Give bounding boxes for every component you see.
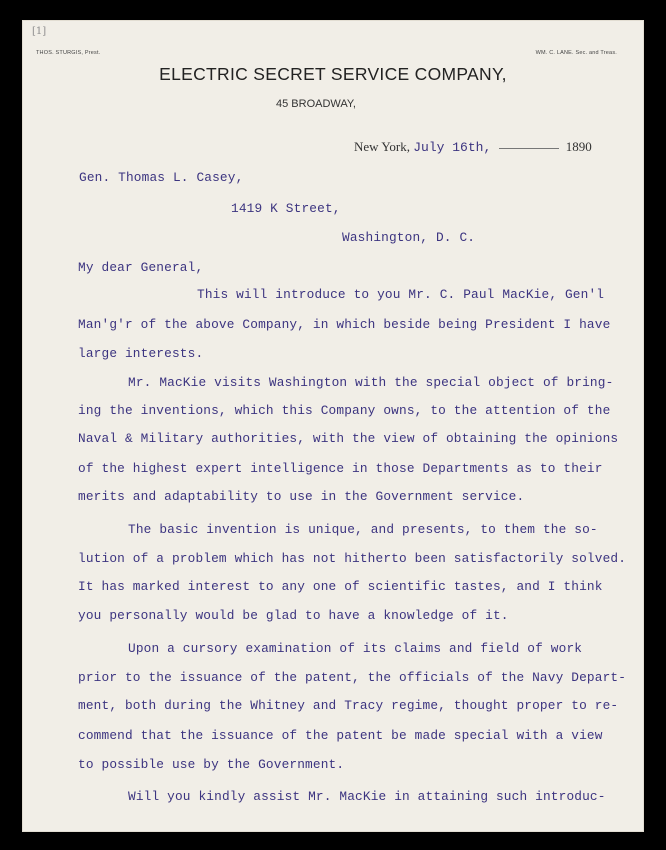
body-line: large interests. bbox=[78, 346, 204, 361]
body-line: This will introduce to you Mr. C. Paul MacKie, Gen'l bbox=[197, 287, 605, 302]
letter-page bbox=[22, 20, 644, 832]
body-line: Will you kindly assist Mr. MacKie in attaining such introduc- bbox=[128, 789, 606, 804]
recipient-city: Washington, D. C. bbox=[342, 230, 476, 245]
body-line: ment, both during the Whitney and Tracy regime, thought proper to re- bbox=[78, 698, 619, 713]
dateline-city: New York, bbox=[354, 139, 410, 154]
body-line: Mr. MacKie visits Washington with the special object of bring- bbox=[128, 375, 614, 390]
body-line: ing the inventions, which this Company owns, to the attention of the bbox=[78, 403, 611, 418]
body-line: The basic invention is unique, and presents, to them the so- bbox=[128, 522, 598, 537]
company-address: 45 BROADWAY, bbox=[276, 98, 356, 110]
body-line: Upon a cursory examination of its claims and field of work bbox=[128, 641, 583, 656]
president-name: THOS. STURGIS, Prest. bbox=[36, 50, 101, 56]
salutation: My dear General, bbox=[78, 260, 204, 275]
body-line: Man'g'r of the above Company, in which beside being President I have bbox=[78, 317, 611, 332]
dateline bbox=[354, 139, 592, 155]
body-line: you personally would be glad to have a knowledge of it. bbox=[78, 608, 509, 623]
recipient-name: Gen. Thomas L. Casey, bbox=[79, 170, 244, 185]
body-line: commend that the issuance of the patent be made special with a view bbox=[78, 728, 603, 743]
dateline-date: July 16th, bbox=[413, 140, 492, 155]
company-name: ELECTRIC SECRET SERVICE COMPANY, bbox=[159, 64, 507, 84]
body-line: to possible use by the Government. bbox=[78, 757, 345, 772]
archive-annotation: [1] bbox=[32, 26, 47, 37]
body-line: Naval & Military authorities, with the view of obtaining the opinions bbox=[78, 431, 619, 446]
body-line: merits and adaptability to use in the Government service. bbox=[78, 489, 525, 504]
dateline-year: 1890 bbox=[565, 139, 592, 154]
secretary-name: WM. C. LANE. Sec. and Treas. bbox=[535, 50, 617, 56]
body-line: It has marked interest to any one of scientific tastes, and I think bbox=[78, 579, 603, 594]
recipient-street: 1419 K Street, bbox=[231, 201, 341, 216]
body-line: prior to the issuance of the patent, the officials of the Navy Depart- bbox=[78, 670, 627, 685]
dateline-rule bbox=[499, 148, 559, 149]
body-line: of the highest expert intelligence in those Departments as to their bbox=[78, 461, 603, 476]
body-line: lution of a problem which has not hitherto been satisfactorily solved. bbox=[78, 551, 627, 566]
